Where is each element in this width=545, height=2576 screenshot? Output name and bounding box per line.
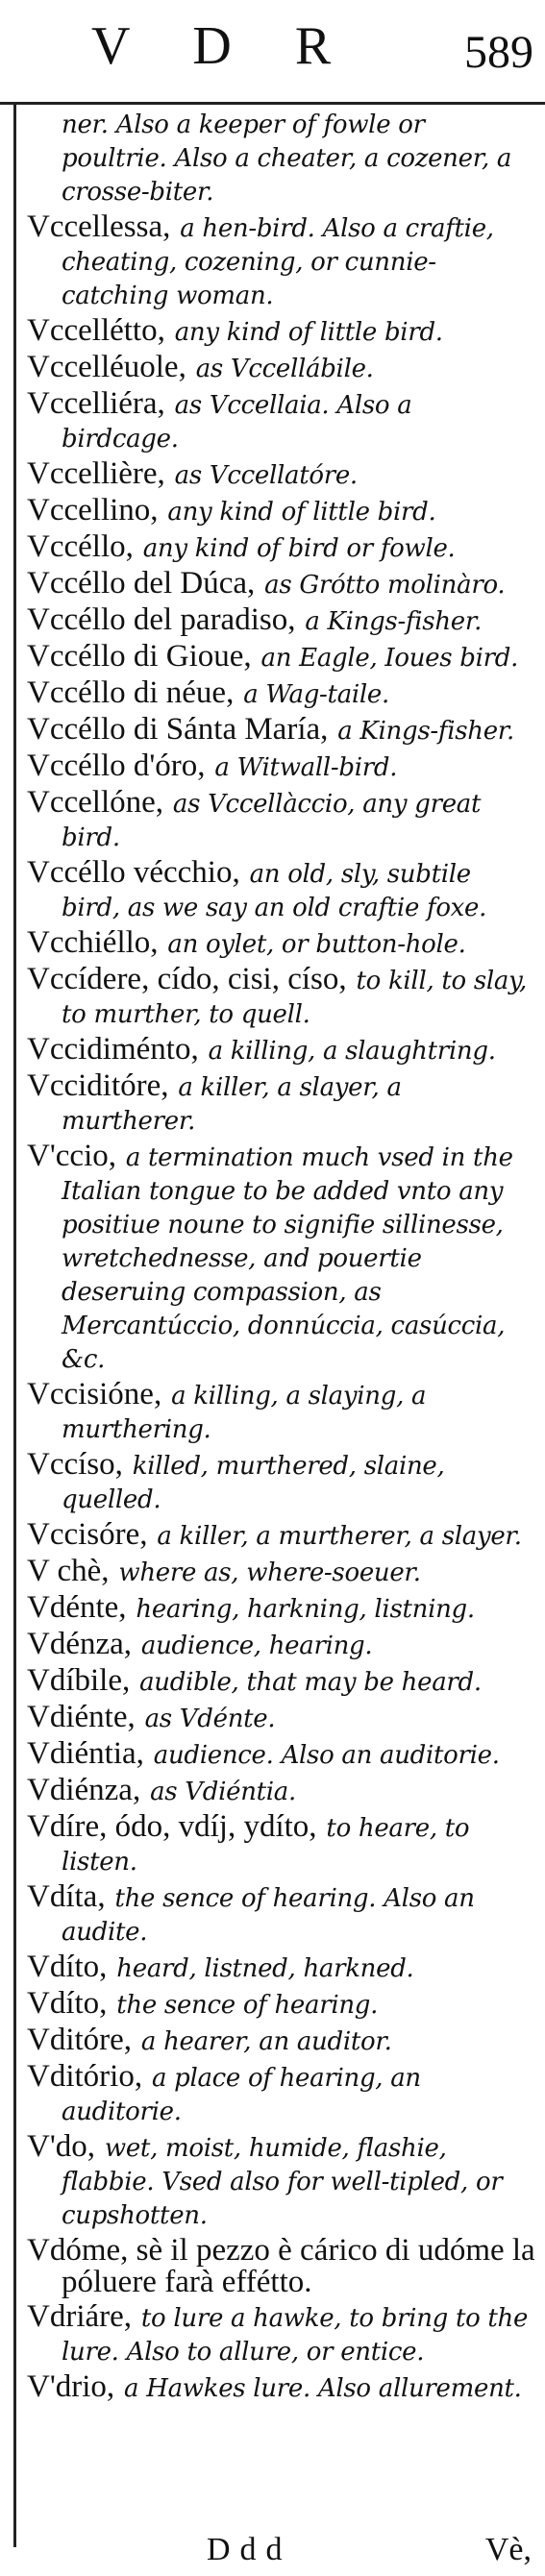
dictionary-entry [27,1665,536,1699]
headword: Vccelliéra, [27,386,165,421]
definition: as Vccellaia. Also a birdcage. [62,391,412,454]
headword: Vccéllo, [27,529,134,564]
headword: Vdénte, [27,1590,127,1625]
definition: as Vccellàccio, any great bird. [62,790,482,852]
catchword: Vè, [484,2532,532,2567]
headword: Vditório, [27,2059,143,2094]
dictionary-entry [27,1519,536,1553]
headword: Vdíta, [27,1879,106,1914]
dictionary-entry [27,2371,536,2405]
definition: wet, moist, humide, flashie, flabbie. Vsed also for well-tipled, or cupshotten. [62,2134,503,2230]
headword: Vcchiéllo, [27,925,159,960]
headword: Vccíso, [27,1447,123,1482]
dictionary-entry [27,857,536,924]
definition: an oylet, or button-hole. [167,930,466,959]
dictionary-entry [27,495,536,528]
headword: Vccéllo d'óro, [27,748,206,783]
definition: a Wag-taile. [243,680,389,709]
definition: a place of hearing, an auditorie. [62,2064,421,2126]
page-header [0,0,545,104]
definition: as Grótto molinàro. [264,571,506,600]
headword: Vccisóre, [27,1517,148,1552]
dictionary-entry [27,787,536,854]
dictionary-entry [27,352,536,385]
headword: Vccídere, cído, cisi, císo, [27,962,347,996]
headword: Vccéllo del paradiso, [27,602,296,637]
definition: a hearer, an auditor. [140,2027,392,2056]
definition: a Witwall-bird. [214,753,398,782]
dictionary-entry [27,1629,536,1662]
definition: as Vdiéntia. [150,1778,296,1806]
definition: as Vdénte. [144,1705,276,1733]
definition: to heare, to listen. [62,1814,470,1877]
headword: Vdíto, [27,1986,108,2021]
headword: V'ccio, [27,1139,116,1173]
page-footer [0,2532,545,2576]
headword: V chè, [27,1554,110,1588]
definition: as Vccellatóre. [174,461,358,490]
dictionary-entry [27,458,536,492]
headword: Vdíbile, [27,1663,131,1698]
headword: Vdóme, sè il pezzo è cárico di udóme la póluere farà effétto. [27,2233,535,2299]
definition: the sence of hearing. [116,1991,379,2020]
headword: Vccellière, [27,456,165,491]
dictionary-entry [27,1988,536,2022]
definition: as Vccellábile. [195,355,374,383]
definition: ner. Also a keeper of fowle or poultrie. Also a cheater, a cozener, a crosse-biter. [62,110,512,207]
dictionary-entry [27,108,536,209]
dictionary-entry [27,1449,536,1516]
dictionary-entry [27,1881,536,1949]
definition: the sence of hearing. Also an audite. [62,1884,475,1947]
headword: Vccelléuole, [27,350,186,384]
header-rule [0,102,545,105]
definition: a killer, a slayer, a murtherer. [62,1073,402,1136]
headword: V'drio, [27,2369,115,2404]
headword: Vdriáre, [27,2299,133,2334]
definition: killed, murthered, slaine, quelled. [62,1452,445,1514]
headword: Vcciditóre, [27,1068,169,1103]
headword: Vdiénte, [27,1700,136,1734]
headword: Vccéllo del Dúca, [27,566,256,601]
headword: Vccellino, [27,493,159,527]
dictionary-entry [27,750,536,784]
definition: an Eagle, Ioues bird. [260,644,519,673]
dictionary-column [27,108,536,2408]
headword: Vccéllo vécchio, [27,855,240,890]
definition: audible, that may be heard. [139,1668,482,1697]
dictionary-entry [27,1556,536,1589]
definition: an old, sly, subtile bird, as we say an old craftie foxe. [62,860,487,922]
definition: audience. Also an auditorie. [153,1741,500,1770]
dictionary-entry [27,714,536,748]
definition: audience, hearing. [140,1631,373,1660]
headword: Vccisióne, [27,1377,162,1411]
headword: Vdiénza, [27,1773,141,1807]
dictionary-entry [27,1141,536,1376]
definition: a Kings-fisher. [337,717,515,746]
definition: heard, listned, harkned. [116,1954,414,1983]
signature-mark: Ddd [207,2532,292,2567]
definition: a hen-bird. Also a craftie, cheating, cozening, or cunnie-catching woman. [62,214,494,310]
definition: a Kings-fisher. [305,607,483,636]
definition: hearing, harkning, listning. [136,1595,475,1624]
definition: any kind of bird or fowle. [142,534,456,563]
headword: Vccellétto, [27,313,165,348]
definition: a killing, a slaughtring. [208,1037,496,1066]
definition: to kill, to slay, to murther, to quell. [62,967,528,1029]
page-number: 589 [464,27,533,78]
dictionary-entry [27,1379,536,1446]
dictionary-entry [27,211,536,312]
dictionary-entry [27,604,536,638]
headword: Vdíto, [27,1950,108,1984]
dictionary-entry [27,2061,536,2128]
definition: a killing, a slaying, a murthering. [62,1382,427,1444]
definition: any kind of little bird. [174,318,443,347]
dictionary-entry [27,1592,536,1626]
dictionary-entry [27,964,536,1031]
headword: Vdíre, ódo, vdíj, ydíto, [27,1809,317,1844]
dictionary-entry [27,1775,536,1808]
dictionary-entry [27,641,536,675]
headword: Vccéllo di Gioue, [27,639,252,674]
dictionary-entry [27,1738,536,1772]
headword: Vditóre, [27,2023,133,2057]
dictionary-entry [27,531,536,565]
dictionary-entry [27,388,536,455]
definition: a termination much vsed in the Italian tongue to be added vnto any positiue noune to signifie sillinesse, wretchednesse, and pouertie deseruing compassion, as Mercantúccio, donnúccia, casúccia, &c. [62,1143,513,1374]
dictionary-entry [27,315,536,349]
dictionary-entry [27,2131,536,2232]
dictionary-entry [27,2235,536,2298]
dictionary-entry [27,1811,536,1878]
headword: Vccellóne, [27,785,164,820]
dictionary-entry [27,677,536,711]
dictionary-entry [27,1702,536,1735]
dictionary-entry [27,1951,536,1985]
definition: any kind of little bird. [167,498,436,527]
headword: Vdénza, [27,1627,133,1661]
dictionary-entry [27,1034,536,1067]
headword: Vccéllo di néue, [27,675,235,710]
headword: Vdiéntia, [27,1736,144,1771]
definition: where as, where-soeuer. [118,1558,421,1587]
headword: V'do, [27,2129,96,2164]
running-head: V D R [91,16,357,76]
dictionary-entry [27,1070,536,1138]
definition: a killer, a murtherer, a slayer. [157,1522,522,1551]
dictionary-entry [27,2301,536,2368]
headword: Vccéllo di Sánta María, [27,712,329,747]
headword: Vccidiménto, [27,1032,199,1067]
dictionary-entry [27,927,536,961]
dictionary-entry [27,568,536,601]
column-rule [13,102,16,2547]
definition: to lure a hawke, to bring to the lure. Also to allure, or entice. [62,2304,529,2367]
headword: Vccellessa, [27,209,171,244]
definition: a Hawkes lure. Also allurement. [124,2374,522,2403]
dictionary-entry [27,2024,536,2058]
